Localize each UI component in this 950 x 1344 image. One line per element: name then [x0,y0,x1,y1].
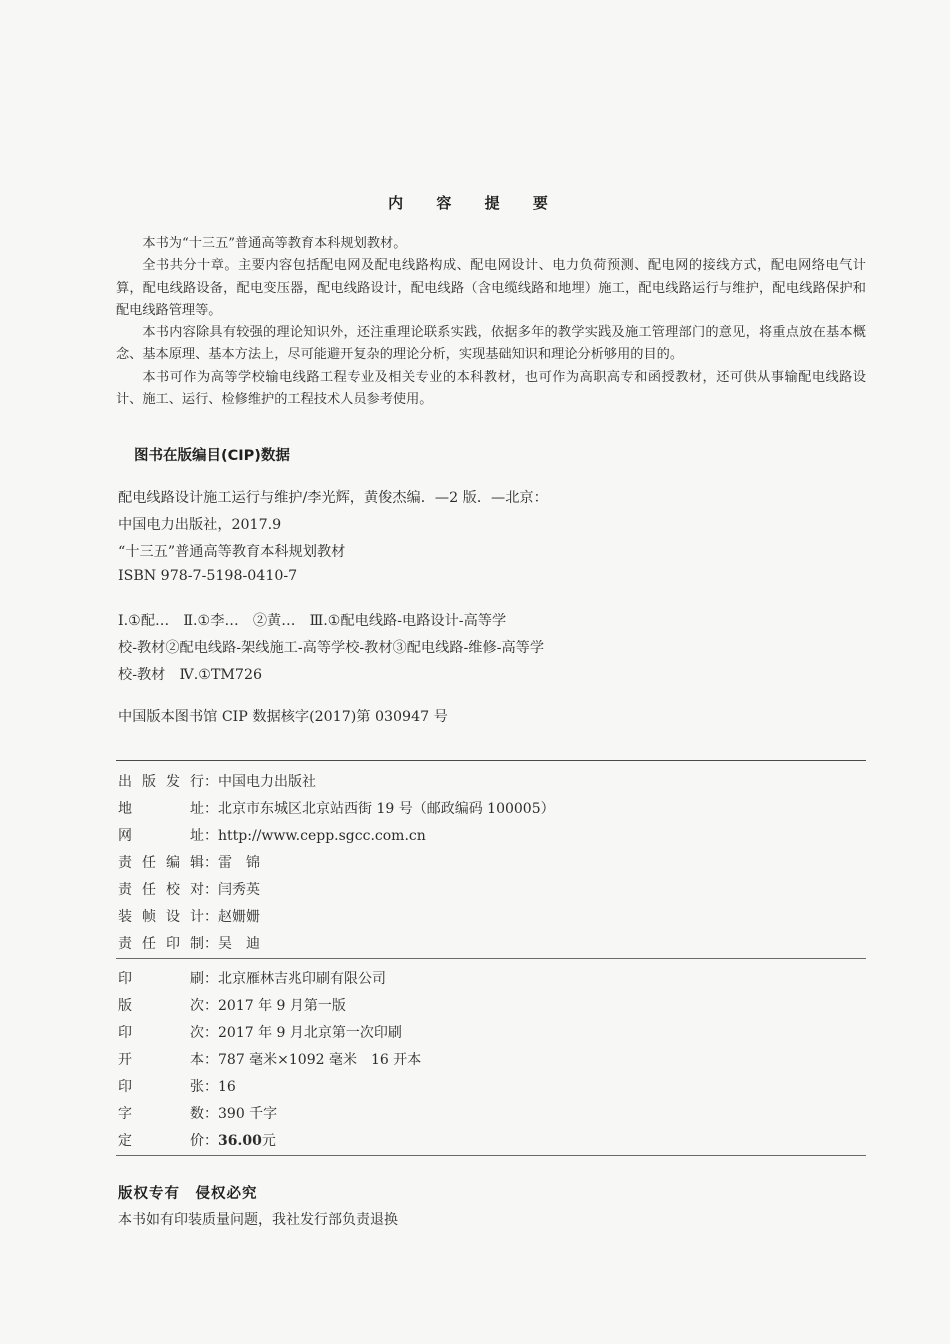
printing-row: 版 次：2017 年 9 月第一版 [118,995,346,1015]
row-value: 2017 年 9 月北京第一次印刷 [218,1025,402,1041]
summary-paragraph: 本书为“十三五”普通高等教育本科规划教材。 [142,236,407,251]
row-label: 地 址 [118,801,204,817]
cip-heading: 图书在版编目(CIP)数据 [134,448,290,464]
cip-line: “十三五”普通高等教育本科规划教材 [118,544,346,560]
row-value: 闫秀英 [218,882,260,898]
printing-row: 开 本：787 毫米×1092 毫米 16 开本 [118,1049,421,1069]
row-value: 中国电力出版社 [218,774,316,790]
row-label: 出版发行 [118,774,204,790]
copyright-heading: 版权专有 侵权必究 [118,1186,258,1202]
printing-row: 印 次：2017 年 9 月北京第一次印刷 [118,1022,402,1042]
row-value: 390 千字 [218,1106,278,1122]
row-value: http://www.cepp.sgcc.com.cn [218,828,426,844]
publication-row: 网 址：http://www.cepp.sgcc.com.cn [118,825,426,845]
row-value: 雷 锦 [218,855,260,871]
summary-paragraph: 全书共分十章。主要内容包括配电网及配电线路构成、配电网设计、电力负荷预测、配电网的接线方式，配电网络电气计算，配电线路设备，配电变压器，配电线路设计，配电线路（含电缆线路和地埋）施工，配电线路运行与维护，配电线路保护和配电线路管理等。 [116,258,866,318]
row-label: 开 本 [118,1052,204,1068]
price-unit: 元 [261,1133,276,1149]
cip-line: 校-教材 Ⅳ.①TM726 [118,667,263,683]
cip-line: Ⅰ.①配… Ⅱ.①李… ②黄… Ⅲ.①配电线路-电路设计-高等学 [118,613,507,629]
cip-line: 中国电力出版社，2017.9 [118,517,282,533]
publication-row: 责任校对：闫秀英 [118,879,260,899]
row-label: 印 刷 [118,971,204,987]
divider [116,1155,866,1156]
publication-row: 地 址：北京市东城区北京站西街 19 号（邮政编码 100005） [118,798,555,818]
row-label: 责任编辑 [118,855,204,871]
cip-line: 校-教材②配电线路-架线施工-高等学校-教材③配电线路-维修-高等学 [118,640,545,656]
publication-row: 出版发行：中国电力出版社 [118,771,316,791]
printing-row: 印 刷：北京雁林吉兆印刷有限公司 [118,968,386,988]
cip-line: ISBN 978-7-5198-0410-7 [118,568,298,584]
cip-line: 中国版本图书馆 CIP 数据核字(2017)第 030947 号 [118,709,448,725]
summary-paragraph: 本书可作为高等学校输电线路工程专业及相关专业的本科教材，也可作为高职高专和函授教材，还可供从事输配电线路设计、施工、运行、检修维护的工程技术人员参考使用。 [116,369,866,408]
row-label: 字 数 [118,1106,204,1122]
row-label: 印 次 [118,1025,204,1041]
divider [116,958,866,959]
summary-body [116,233,866,411]
row-label: 装帧设计 [118,909,204,925]
row-label: 定 价 [118,1133,204,1149]
row-label: 版 次 [118,998,204,1014]
row-value: 吴 迪 [218,936,260,952]
publication-row: 责任编辑：雷 锦 [118,852,260,872]
row-label: 责任印制 [118,936,204,952]
row-label: 印 张 [118,1079,204,1095]
printing-row: 印 张：16 [118,1076,236,1096]
summary-paragraph: 本书内容除具有较强的理论知识外，还注重理论联系实践，依据多年的教学实践及施工管理部门的意见，将重点放在基本概念、基本原理、基本方法上，尽可能避开复杂的理论分析，实现基础知识和理论分析够用的目的。 [116,325,866,363]
cip-line: 配电线路设计施工运行与维护/李光辉，黄俊杰编．—2 版．—北京： [118,490,548,506]
publication-row: 责任印制：吴 迪 [118,933,260,953]
row-label: 网 址 [118,828,204,844]
row-value: 赵姗姗 [218,909,260,925]
row-value: 北京雁林吉兆印刷有限公司 [218,971,386,987]
price-value: 36.00 [218,1133,262,1149]
row-value: 787 毫米×1092 毫米 16 开本 [218,1052,422,1068]
summary-heading: 内 容 提 要 [388,194,562,212]
copyright-note: 本书如有印装质量问题，我社发行部负责退换 [118,1212,398,1228]
divider [116,760,866,761]
row-label: 责任校对 [118,882,204,898]
row-value: 北京市东城区北京站西街 19 号（邮政编码 100005） [218,801,555,817]
row-value: 16 [218,1079,236,1095]
row-value: 2017 年 9 月第一版 [218,998,346,1014]
printing-row: 定 价：36.00元 [118,1130,276,1150]
publication-row: 装帧设计：赵姗姗 [118,906,260,926]
printing-row: 字 数：390 千字 [118,1103,277,1123]
